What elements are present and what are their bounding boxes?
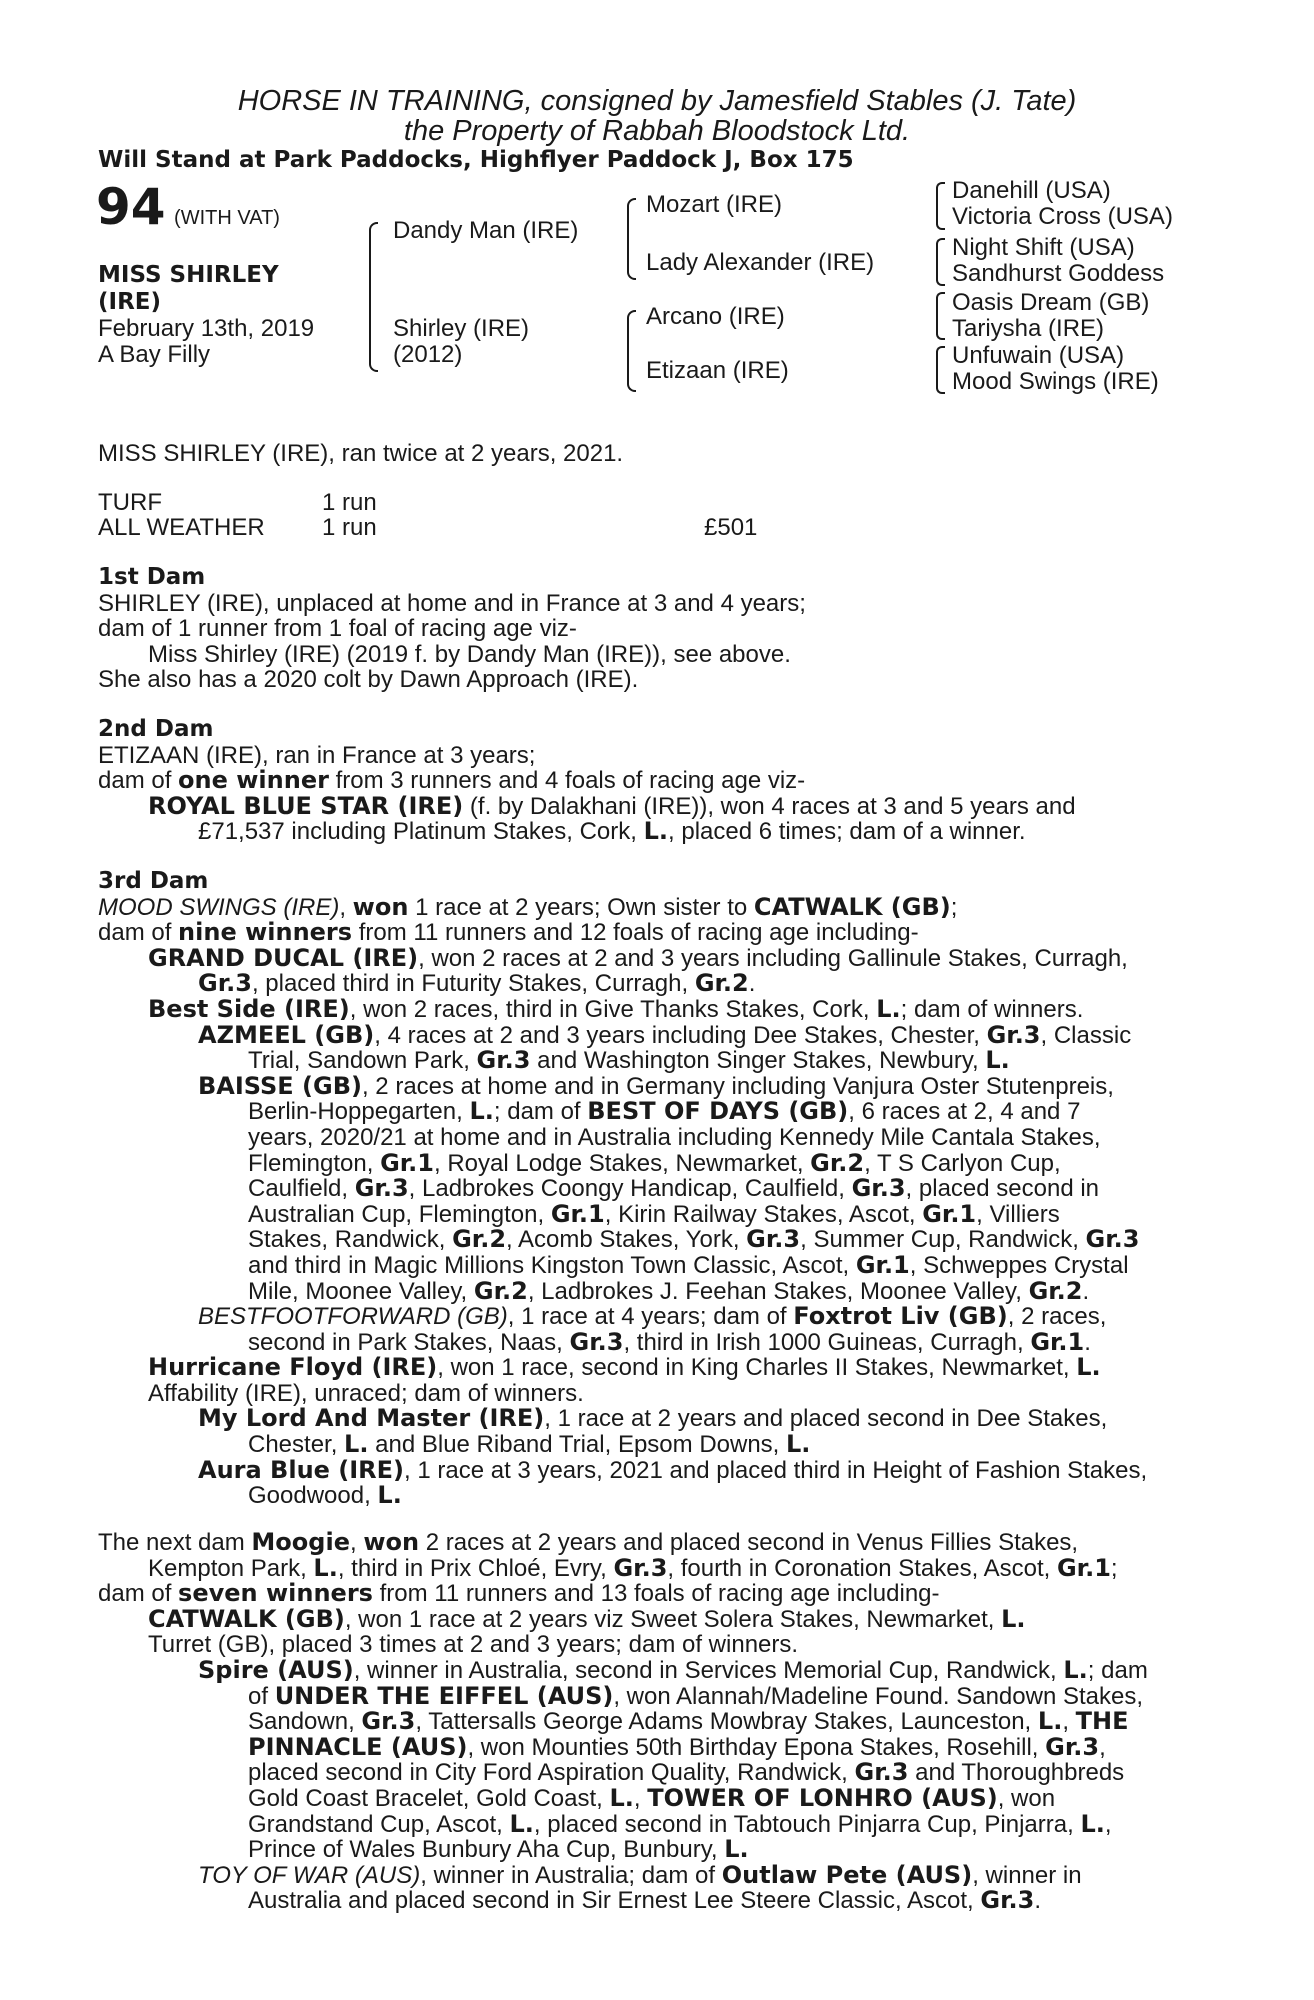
- stand-location: Will Stand at Park Paddocks, Highflyer Paddock J, Box 175: [98, 147, 854, 173]
- third-dam-line: dam of nine winners from 11 runners and 12 foals of racing age including-: [98, 918, 919, 947]
- great-grandsire-4: Unfuwain (USA): [952, 342, 1125, 369]
- third-dam-line: Best Side (IRE), won 2 races, third in Give Thanks Stakes, Cork, L.; dam of winners.: [148, 994, 1084, 1023]
- next-dam-line: TOY OF WAR (AUS), winner in Australia; dam of Outlaw Pete (AUS), winner in: [198, 1860, 1082, 1889]
- third-dam-line: Trial, Sandown Park, Gr.3 and Washington Singer Stakes, Newbury, L.: [248, 1046, 1010, 1075]
- lot-number-row: [96, 178, 280, 236]
- turf-label: TURF: [98, 489, 162, 516]
- third-dam-line: BAISSE (GB), 2 races at home and in Germany including Vanjura Oster Stutenpreis,: [198, 1071, 1114, 1100]
- third-dam-line: Caulfield, Gr.3, Ladbrokes Coongy Handicap, Caulfield, Gr.3, placed second in: [248, 1174, 1100, 1203]
- first-dam-heading: 1st Dam: [98, 564, 206, 590]
- first-dam-line: Miss Shirley (IRE) (2019 f. by Dandy Man (IRE)), see above.: [148, 640, 791, 668]
- third-dam-line: AZMEEL (GB), 4 races at 2 and 3 years including Dee Stakes, Chester, Gr.3, Classic: [198, 1020, 1132, 1049]
- next-dam-line: dam of seven winners from 11 runners and 13 foals of racing age including-: [98, 1579, 940, 1608]
- great-granddam-2: Sandhurst Goddess: [952, 260, 1165, 287]
- third-dam-line: Australian Cup, Flemington, Gr.1, Kirin Railway Stakes, Ascot, Gr.1, Villiers: [248, 1199, 1060, 1228]
- dam: Shirley (IRE): [393, 315, 530, 342]
- turf-runs: 1 run: [322, 489, 377, 516]
- third-dam-line: BESTFOOTFORWARD (GB), 1 race at 4 years; dam of Foxtrot Liv (GB), 2 races,: [198, 1302, 1107, 1331]
- third-dam-line: Flemington, Gr.1, Royal Lodge Stakes, Newmarket, Gr.2, T S Carlyon Cup,: [248, 1148, 1061, 1177]
- dam-year: (2012): [393, 341, 463, 368]
- first-dam-line: She also has a 2020 colt by Dawn Approach (IRE).: [98, 666, 639, 694]
- next-dam-line: Prince of Wales Bunbury Aha Cup, Bunbury, L.: [248, 1835, 749, 1864]
- great-grandsire-1: Danehill (USA): [952, 177, 1111, 204]
- lot-number: 94: [96, 178, 166, 236]
- third-dam-line: Affability (IRE), unraced; dam of winners.: [148, 1379, 584, 1407]
- granddam-maternal: Etizaan (IRE): [646, 357, 789, 384]
- second-dam-line: £71,537 including Platinum Stakes, Cork, L., placed 6 times; dam of a winner.: [198, 817, 1026, 846]
- third-dam-section: [98, 869, 1147, 1509]
- sire: Dandy Man (IRE): [393, 217, 579, 244]
- next-dam-line: CATWALK (GB), won 1 race at 2 years viz Sweet Solera Stakes, Newmarket, L.: [148, 1604, 1026, 1633]
- next-dam-line: Spire (AUS), winner in Australia, second in Services Memorial Cup, Randwick, L.; dam: [198, 1655, 1148, 1684]
- next-dam-line: Sandown, Gr.3, Tattersalls George Adams Mowbray Stakes, Launceston, L., THE: [248, 1707, 1129, 1736]
- next-dam-line: Gold Coast Bracelet, Gold Coast, L., TOWER OF LONHRO (AUS), won: [248, 1783, 1056, 1812]
- next-dam-line: The next dam Moogie, won 2 races at 2 years and placed second in Venus Fillies Stakes,: [98, 1528, 1079, 1556]
- horse-description: A Bay Filly: [98, 341, 211, 368]
- pedigree-brace-1: [369, 222, 378, 372]
- race-summary: MISS SHIRLEY (IRE), ran twice at 2 years, 2021.: [98, 440, 624, 467]
- vat-note: (WITH VAT): [174, 207, 280, 229]
- third-dam-line: second in Park Stakes, Naas, Gr.3, third in Irish 1000 Guineas, Curragh, Gr.1.: [248, 1327, 1091, 1356]
- next-dam-line: placed second in City Ford Aspiration Quality, Randwick, Gr.3 and Thoroughbreds: [248, 1758, 1125, 1787]
- second-dam-section: [98, 717, 1076, 845]
- great-grandsire-2: Night Shift (USA): [952, 234, 1135, 261]
- third-dam-line: Stakes, Randwick, Gr.2, Acomb Stakes, York, Gr.3, Summer Cup, Randwick, Gr.3: [248, 1225, 1140, 1254]
- third-dam-line: Chester, L. and Blue Riband Trial, Epsom Downs, L.: [248, 1430, 811, 1459]
- first-dam-line: SHIRLEY (IRE), unplaced at home and in France at 3 and 4 years;: [98, 589, 806, 617]
- first-dam-line: dam of 1 runner from 1 foal of racing age viz-: [98, 615, 577, 643]
- third-dam-line: Mile, Moonee Valley, Gr.2, Ladbrokes J. Feehan Stakes, Moonee Valley, Gr.2.: [248, 1276, 1090, 1305]
- pedigree-brace-3d: [936, 346, 945, 394]
- third-dam-line: My Lord And Master (IRE), 1 race at 2 years and placed second in Dee Stakes,: [198, 1404, 1108, 1433]
- next-dam-line: Australia and placed second in Sir Ernest Lee Steere Classic, Ascot, Gr.3.: [248, 1886, 1041, 1915]
- first-dam-section: [98, 565, 806, 693]
- third-dam-line: Berlin-Hoppegarten, L.; dam of BEST OF DAYS (GB), 6 races at 2, 4 and 7: [248, 1097, 1081, 1126]
- owner-line: the Property of Rabbah Bloodstock Ltd.: [403, 115, 911, 147]
- horse-name: MISS SHIRLEY: [98, 262, 279, 288]
- third-dam-heading: 3rd Dam: [98, 868, 209, 894]
- horse-name-suffix: (IRE): [98, 289, 162, 315]
- granddam-paternal: Lady Alexander (IRE): [646, 249, 875, 276]
- next-dam-line: Kempton Park, L., third in Prix Chloé, Evry, Gr.3, fourth in Coronation Stakes, Ascot, Gr.1;: [148, 1553, 1118, 1582]
- second-dam-line: dam of one winner from 3 runners and 4 foals of racing age viz-: [98, 766, 806, 795]
- next-dam-lines: [98, 1530, 1148, 1914]
- great-grandsire-3: Oasis Dream (GB): [952, 289, 1150, 316]
- third-dam-line: GRAND DUCAL (IRE), won 2 races at 2 and 3 years including Gallinule Stakes, Curragh,: [148, 943, 1128, 972]
- third-dam-line: years, 2020/21 at home and in Australia including Kennedy Mile Cantala Stakes,: [248, 1123, 1101, 1151]
- consignor-line: HORSE IN TRAINING, consigned by Jamesfield Stables (J. Tate): [237, 85, 1077, 117]
- third-dam-line: Gr.3, placed third in Futurity Stakes, Curragh, Gr.2.: [198, 969, 756, 998]
- next-dam-line: Grandstand Cup, Ascot, L., placed second in Tabtouch Pinjarra Cup, Pinjarra, L.,: [248, 1809, 1112, 1838]
- pedigree-brace-3b: [936, 238, 945, 286]
- grandsire-paternal: Mozart (IRE): [646, 191, 783, 218]
- foaling-date: February 13th, 2019: [98, 315, 315, 342]
- pedigree-brace-3c: [936, 292, 945, 340]
- third-dam-line: Hurricane Floyd (IRE), won 1 race, second in King Charles II Stakes, Newmarket, L.: [148, 1353, 1101, 1382]
- pedigree-brace-2a: [627, 198, 636, 280]
- all-weather-runs: 1 run: [322, 514, 377, 541]
- great-granddam-1: Victoria Cross (USA): [952, 203, 1173, 230]
- second-dam-line: ETIZAAN (IRE), ran in France at 3 years;: [98, 741, 536, 769]
- next-dam-section: [98, 1530, 1148, 1914]
- second-dam-line: ROYAL BLUE STAR (IRE) (f. by Dalakhani (IRE)), won 4 races at 3 and 5 years and: [148, 791, 1076, 820]
- all-weather-label: ALL WEATHER: [98, 514, 265, 541]
- next-dam-line: Turret (GB), placed 3 times at 2 and 3 years; dam of winners.: [148, 1631, 799, 1659]
- second-dam-heading: 2nd Dam: [98, 716, 214, 742]
- pedigree-brace-3a: [936, 182, 945, 230]
- great-granddam-4: Mood Swings (IRE): [952, 368, 1159, 395]
- next-dam-line: of UNDER THE EIFFEL (AUS), won Alannah/Madeline Found. Sandown Stakes,: [248, 1681, 1144, 1710]
- third-dam-lines: [98, 892, 1148, 1510]
- great-granddam-3: Tariysha (IRE): [952, 315, 1105, 342]
- pedigree-brace-2b: [627, 310, 636, 392]
- grandsire-maternal: Arcano (IRE): [646, 303, 785, 330]
- next-dam-line: PINNACLE (AUS), won Mounties 50th Birthday Epona Stakes, Rosehill, Gr.3,: [248, 1732, 1106, 1761]
- all-weather-prize: £501: [704, 514, 758, 541]
- third-dam-line: MOOD SWINGS (IRE), won 1 race at 2 years; Own sister to CATWALK (GB);: [98, 892, 958, 921]
- third-dam-line: and third in Magic Millions Kingston Town Classic, Ascot, Gr.1, Schweppes Crystal: [248, 1250, 1129, 1279]
- third-dam-line: Goodwood, L.: [248, 1481, 402, 1510]
- third-dam-line: Aura Blue (IRE), 1 race at 3 years, 2021 and placed third in Height of Fashion Stakes,: [198, 1455, 1148, 1484]
